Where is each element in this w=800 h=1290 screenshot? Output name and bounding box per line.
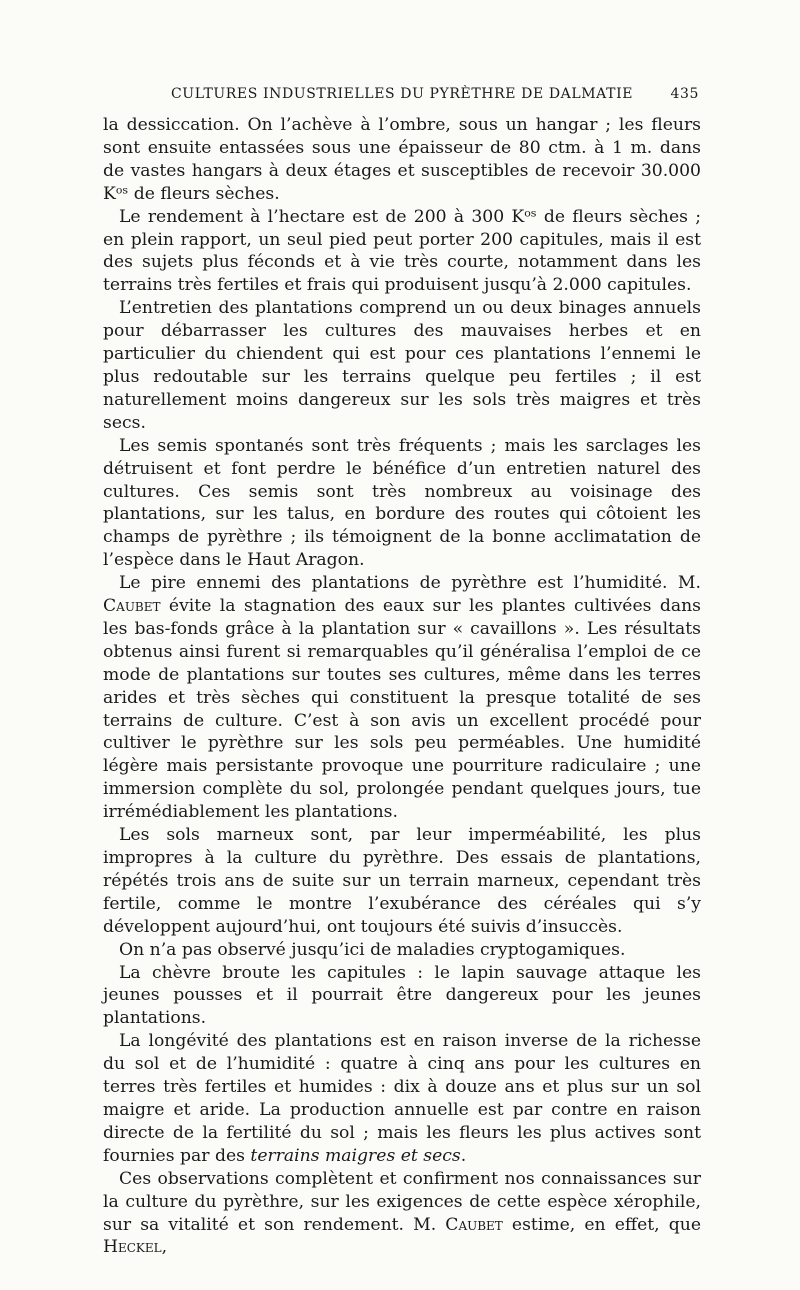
paragraph-longevite: [103, 1030, 701, 1167]
running-head: [103, 86, 701, 102]
paragraph-humidite: [103, 572, 701, 824]
text-run: évite la stagnation des eaux sur les plantes cultivées dans les bas-fonds grâce à la plantation sur « cavaillons ». Les résultats obtenus ainsi furent si remarquables qu’il généralisa l’emploi de ce mode de plantations sur toutes ses cultures, même dans les terres arides et très sèches qui constituent la presque totalité de ses terrains de culture. C’est à son avis un excellent procédé pour cultiver le pyrèthre sur les sols peu perméables. Une humidité légère mais persistante provoque une pourriture radiculaire ; une immersion complète du sol, prolongée pendant quelques jours, tue irrémédiablement les plantations.: [103, 596, 701, 823]
paragraph-chevre: La chèvre broute les capitules : le lapin sauvage attaque les jeunes pousses et il pourrait être dangereux pour les jeunes plantations.: [103, 962, 701, 1029]
text-run: La longévité des plantations est en raison inverse de la richesse du sol et de l’humidité : quatre à cinq ans pour les cultures en terres très fertiles et humides : dix à douze ans et plus sur un sol maigre et aride. La production annuelle est par contre en raison directe de la fertilité du sol ; mais les fleurs les plus actives sont fournies par des: [103, 1031, 701, 1166]
text-run: Ces observations complètent et confirment nos connaissances sur la culture du pyrèthre, sur les exigences de cette espèce xérophile, sur sa vitalité et son rendement. M.: [103, 1168, 701, 1235]
paragraph-semis: Les semis spontanés sont très fréquents ; mais les sarclages les détruisent et font perdre le bénéfice d’un entretien naturel des cultures. Ces semis sont très nombreux au voisinage des plantations, sur les talus, en bordure des routes qui côtoient les champs de pyrèthre ; ils témoignent de la bonne acclimatation de l’espèce dans le Haut Aragon.: [103, 435, 701, 571]
paragraph-entretien: L’entretien des plantations comprend un ou deux binages annuels pour débarrasser les cultures des mauvaises herbes et en particulier du chiendent qui est pour ces plantations l’ennemi le plus redoutable sur les terrains quelque peu fertiles ; il est naturellement moins dangereux sur les sols très maigres et très secs.: [103, 298, 701, 433]
author-name: Caubet: [445, 1214, 503, 1235]
text-run: estime, en effet, que: [502, 1214, 701, 1235]
text-run: .: [460, 1145, 467, 1166]
italic-phrase: terrains maigres et secs: [250, 1145, 461, 1166]
running-title: CULTURES INDUSTRIELLES DU PYRÈTHRE DE DALMATIE: [170, 86, 634, 102]
body-text: [103, 114, 701, 1259]
paragraph-observations: [103, 1168, 701, 1260]
author-name: Caubet: [103, 596, 161, 617]
author-name: Heckel: [103, 1237, 162, 1258]
text-run: ,: [161, 1237, 168, 1258]
paragraph-dessiccation: la dessiccation. On l’achève à l’ombre, sous un hangar ; les fleurs sont ensuite entassées sous une épaisseur de 80 ctm. à 1 m. dans de vastes hangars à deux étages et susceptibles de recevoir 30.000 Kᵒˢ de fleurs sèches.: [103, 115, 701, 204]
page-number: 435: [670, 86, 699, 102]
paragraph-maladies: On n’a pas observé jusqu’ici de maladies cryptogamiques.: [119, 939, 626, 960]
text-run: Le pire ennemi des plantations de pyrèthre est l’humidité. M.: [119, 573, 701, 594]
paragraph-rendement: Le rendement à l’hectare est de 200 à 300 Kᵒˢ de fleurs sèches ; en plein rapport, un seul pied peut porter 200 capitules, mais il est des sujets plus féconds et à vie très courte, notamment dans les terrains très fertiles et frais qui produisent jusqu’à 2.000 capitules.: [103, 206, 701, 296]
paragraph-sols-marneux: Les sols marneux sont, par leur imperméabilité, les plus impropres à la culture du pyrèthre. Des essais de plantations, répétés trois ans de suite sur un terrain marneux, cependant très fertile, comme le montre l’exubérance des céréales qui s’y développent aujourd’hui, ont toujours été suivis d’insuccès.: [103, 825, 701, 937]
